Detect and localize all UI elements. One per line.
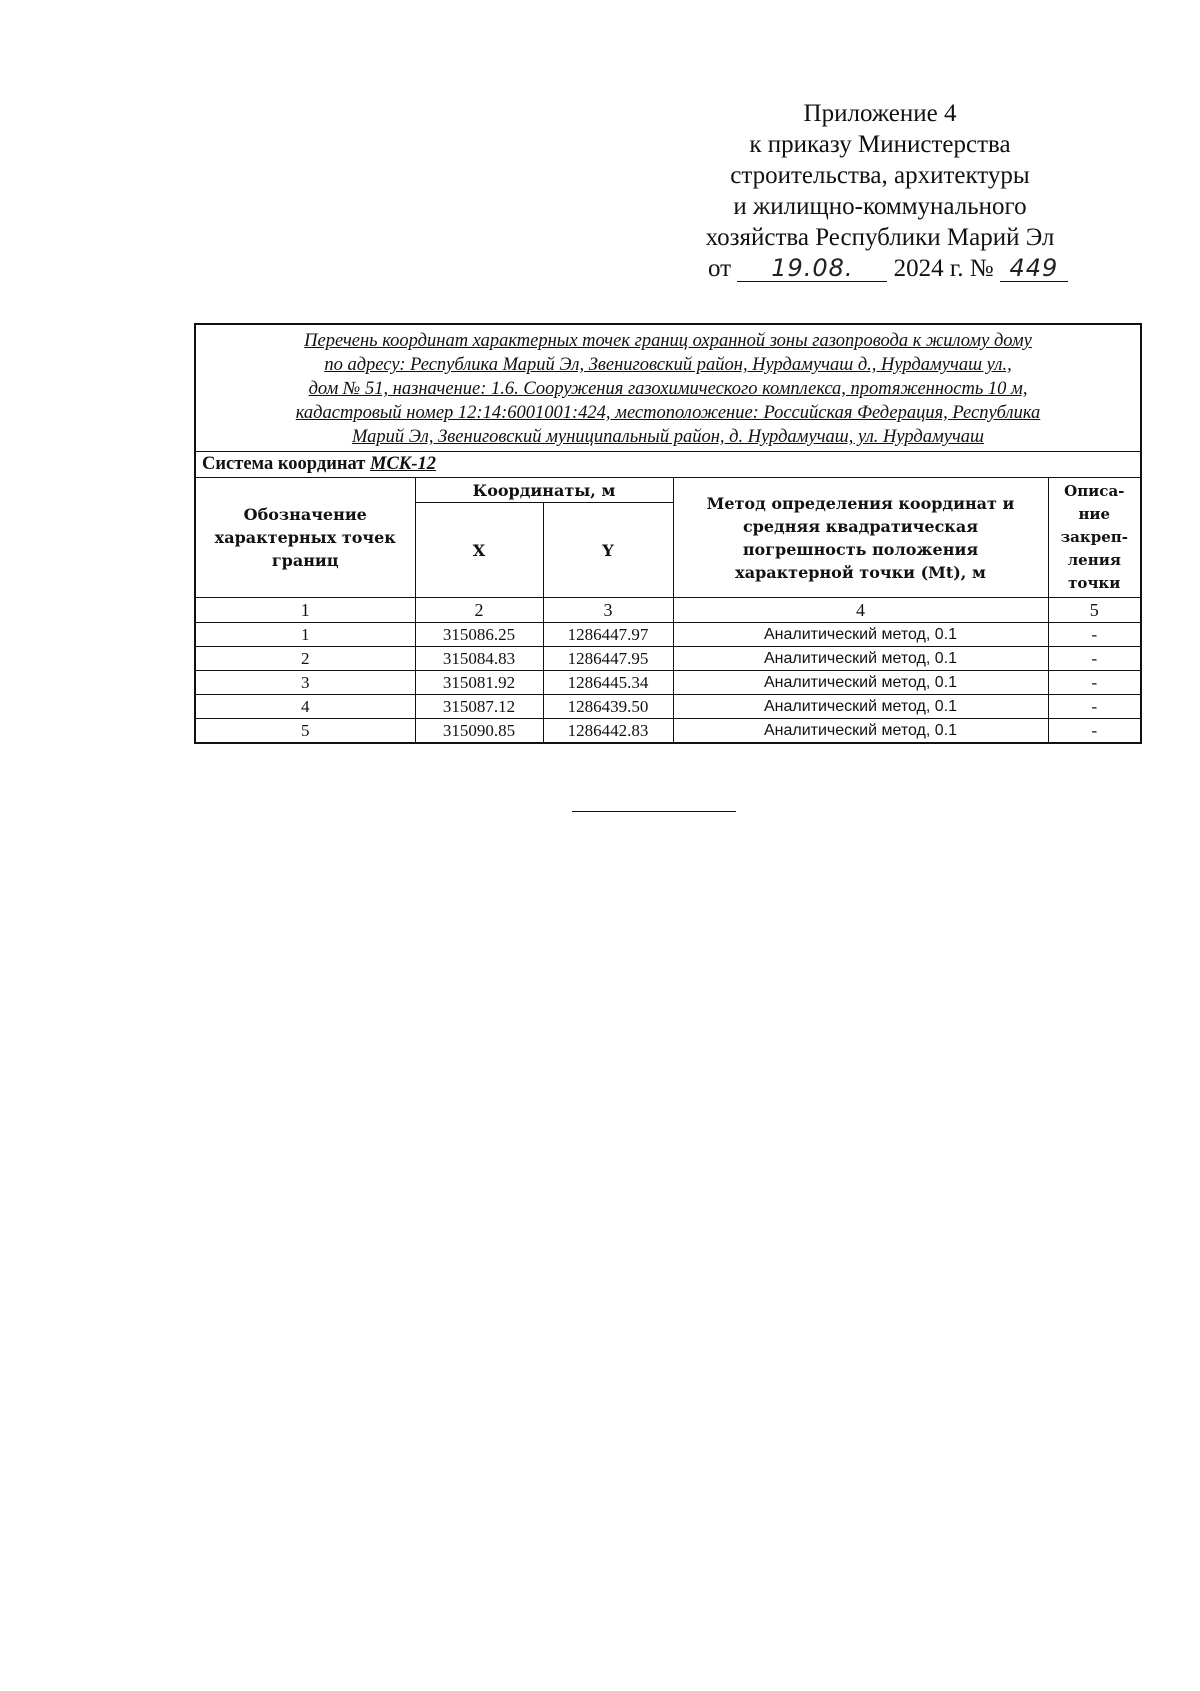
coordinate-system-label: Система координат xyxy=(202,454,366,474)
coord-x: 315086.25 xyxy=(415,623,543,647)
header-designation: Обозначение характерных точек границ xyxy=(195,478,415,598)
coord-y: 1286442.83 xyxy=(543,719,673,744)
caption-line: Марий Эл, Звениговский муниципальный район, д. Нурдамучаш, ул. Нурдамучаш xyxy=(352,427,985,447)
end-of-document-rule xyxy=(572,811,736,812)
appendix-line: хозяйства Республики Марий Эл xyxy=(705,224,1055,251)
header-description: Описа- ние закреп- ления точки xyxy=(1048,478,1141,598)
description: - xyxy=(1048,623,1141,647)
column-number: 4 xyxy=(673,598,1048,623)
coord-y: 1286447.97 xyxy=(543,623,673,647)
appendix-line: и жилищно-коммунального xyxy=(733,193,1027,220)
table-row xyxy=(195,719,1141,744)
column-number-row xyxy=(195,598,1141,623)
point-id: 4 xyxy=(195,695,415,719)
column-number: 3 xyxy=(543,598,673,623)
coord-y: 1286447.95 xyxy=(543,647,673,671)
order-number-field xyxy=(1000,256,1068,282)
appendix-line: строительства, архитектуры xyxy=(730,162,1030,189)
handwritten-date: 19.08. xyxy=(771,254,854,282)
header-x: X xyxy=(415,503,543,598)
point-id: 5 xyxy=(195,719,415,744)
method: Аналитический метод, 0.1 xyxy=(673,647,1048,671)
coord-x: 315084.83 xyxy=(415,647,543,671)
description: - xyxy=(1048,671,1141,695)
description: - xyxy=(1048,719,1141,744)
point-id: 3 xyxy=(195,671,415,695)
caption-line: дом № 51, назначение: 1.6. Сооружения газохимического комплекса, протяженность 10 м, xyxy=(308,379,1028,399)
header-y: Y xyxy=(543,503,673,598)
appendix-line: к приказу Министерства xyxy=(749,131,1011,158)
coord-x: 315087.12 xyxy=(415,695,543,719)
table-row xyxy=(195,671,1141,695)
date-prefix: от xyxy=(708,255,732,282)
caption-line: по адресу: Республика Марий Эл, Звениговский район, Нурдамучаш д., Нурдамучаш ул., xyxy=(324,355,1012,375)
method: Аналитический метод, 0.1 xyxy=(673,719,1048,744)
point-id: 2 xyxy=(195,647,415,671)
order-year: 2024 г. № xyxy=(893,255,994,282)
coord-x: 315090.85 xyxy=(415,719,543,744)
coord-y: 1286439.50 xyxy=(543,695,673,719)
method: Аналитический метод, 0.1 xyxy=(673,695,1048,719)
handwritten-number: 449 xyxy=(1009,254,1059,282)
caption-line: Перечень координат характерных точек границ охранной зоны газопровода к жилому дому xyxy=(304,331,1032,351)
table-row xyxy=(195,695,1141,719)
description: - xyxy=(1048,647,1141,671)
method: Аналитический метод, 0.1 xyxy=(673,623,1048,647)
coord-x: 315081.92 xyxy=(415,671,543,695)
column-number: 2 xyxy=(415,598,543,623)
method: Аналитический метод, 0.1 xyxy=(673,671,1048,695)
description: - xyxy=(1048,695,1141,719)
order-date-field xyxy=(737,256,887,282)
coordinate-system-value: МСК-12 xyxy=(370,454,436,474)
caption-line: кадастровый номер 12:14:6001001:424, местоположение: Российская Федерация, Республика xyxy=(295,403,1041,423)
coordinates-table xyxy=(194,323,1142,744)
header-method: Метод определения координат и средняя квадратическая погрешность положения характерной точки (Mt), м xyxy=(673,478,1048,598)
table-row xyxy=(195,647,1141,671)
table-row xyxy=(195,623,1141,647)
point-id: 1 xyxy=(195,623,415,647)
coord-y: 1286445.34 xyxy=(543,671,673,695)
header-coordinates: Координаты, м xyxy=(415,478,673,503)
order-date-line xyxy=(640,253,1120,284)
table-caption xyxy=(195,324,1141,452)
column-number: 1 xyxy=(195,598,415,623)
column-number: 5 xyxy=(1048,598,1141,623)
coordinate-system-row xyxy=(195,452,1141,478)
appendix-title: Приложение 4 xyxy=(803,100,957,127)
appendix-header xyxy=(640,98,1120,284)
